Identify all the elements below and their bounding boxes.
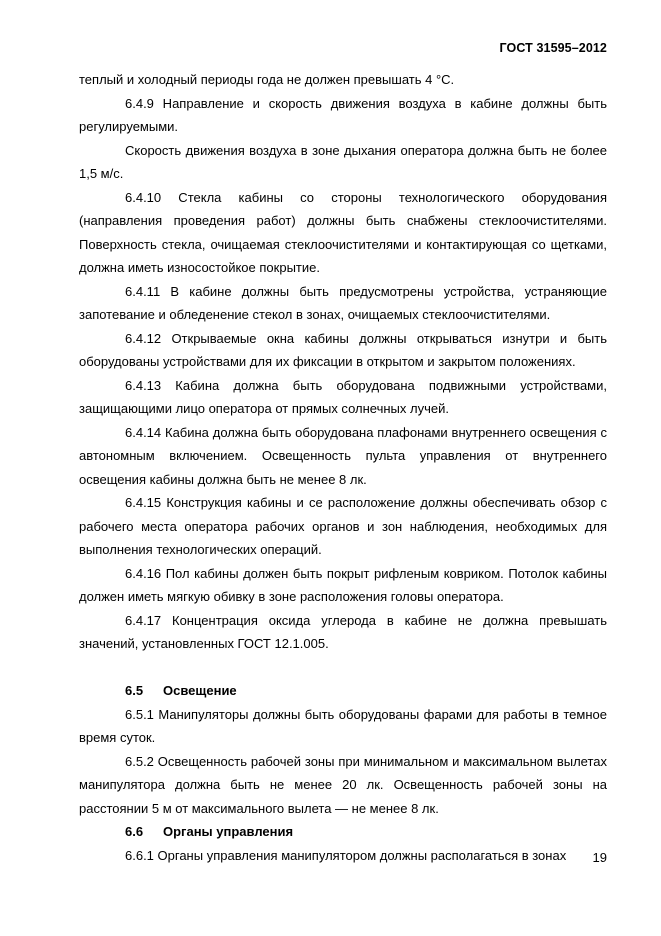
section-number: 6.6 [125,824,144,839]
paragraph: 6.4.11 В кабине должны быть предусмотрены устройства, устраняющие запотевание и обледенение стекол в зонах, очищаемых стеклоочистителями. [79,283,607,322]
document-header: ГОСТ 31595–2012 [499,41,607,55]
page-number: 19 [592,850,607,865]
paragraph: 6.4.12 Открываемые окна кабины должны открываться изнутри и быть оборудованы устройствами для их фиксации в открытом и закрытом положениях. [79,330,607,369]
section-title: Органы управления [163,824,294,839]
paragraph: Скорость движения воздуха в зоне дыхания оператора должна быть не более 1,5 м/с. [79,142,607,181]
paragraph: 6.4.10 Стекла кабины со стороны технологического оборудования (направления проведения работ) должны быть снабжены стеклоочистителями. Поверхность стекла, очищаемая стеклоочистителями и контактирующая со щетками, должна иметь износостойкое покрытие. [79,189,607,275]
paragraph: 6.5.2 Освещенность рабочей зоны при минимальном и максимальном вылетах манипулятора должна быть не менее 20 лк. Освещенность рабочей зоны на расстоянии 5 м от максимального вылета — не менее 8 лк. [79,753,607,816]
section-title: Освещение [163,683,237,698]
paragraph: 6.4.14 Кабина должна быть оборудована плафонами внутреннего освещения с автономным включением. Освещенность пульта управления от внутреннего освещения кабины должна быть не менее 8 лк. [79,424,607,487]
paragraph: 6.4.17 Концентрация оксида углерода в кабине не должна превышать значений, установленных ГОСТ 12.1.005. [79,612,607,651]
section-number: 6.5 [125,683,144,698]
paragraph: 6.4.9 Направление и скорость движения воздуха в кабине должны быть регулируемыми. [79,95,607,134]
paragraph: 6.5.1 Манипуляторы должны быть оборудованы фарами для работы в темное время суток. [79,706,607,745]
paragraph: теплый и холодный периоды года не должен превышать 4 °С. [79,72,455,87]
document-body [79,68,607,867]
paragraph: 6.4.15 Конструкция кабины и се расположение должны обеспечивать обзор с рабочего места оператора рабочих органов и зон наблюдения, необходимых для выполнения технологических операций. [79,495,607,557]
paragraph: 6.4.13 Кабина должна быть оборудована подвижными устройствами, защищающими лицо оператора от прямых солнечных лучей. [79,377,607,416]
paragraph: 6.4.16 Пол кабины должен быть покрыт рифленым ковриком. Потолок кабины должен иметь мягкую обивку в зоне расположения головы оператора. [79,565,607,604]
spacer [79,656,607,680]
section-heading-lighting [79,679,607,703]
section-heading-controls [79,820,607,844]
paragraph: 6.6.1 Органы управления манипулятором должны располагаться в зонах [125,847,567,863]
